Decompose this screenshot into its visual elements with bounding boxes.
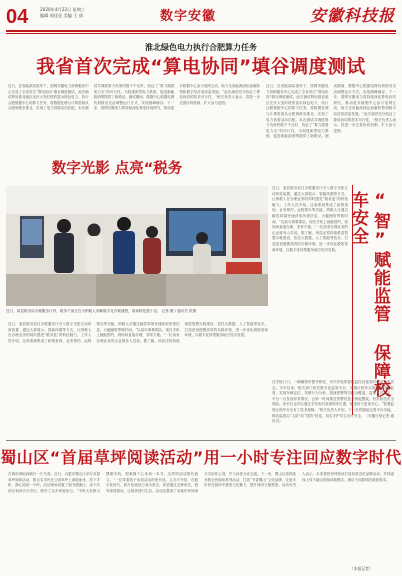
- date-block: [40, 7, 85, 19]
- photo-illustration: [6, 186, 268, 306]
- story1-body: 近日，在省能源局指导下，国网安徽电力营销服务中心完成了全省首次“算电协同”填谷调度测试。此次测试利用淮北地区光伏大发时段的富余绿色电力，执行合肥数据中心的算力任务，将数据处理与计算资源从合肥调度至淮北，实现了电力供需双向匹配。本次测试共调度算力负荷约数千千瓦时，验证了“算力跟着电力走”的可行性，为构建新型电力系统、促进新能源消纳提供了新路径。测试期间，数据中心根据电网负荷情况灵活调整运行方式，实现削峰填谷。下一步，国网安徽电力将持续深化算电协同研究，推动更多数据中心参与电网互动，助力全省能源绿色低碳转型和数字经济高质量发展。“此次测试充分验证了算电协同的技术可行性，”相关负责人表示，将进一步完善协同机制，扩大参与范围。: [8, 84, 260, 111]
- feature-title: 数字光影 点亮“税务: [51, 161, 183, 177]
- header-rule: [6, 30, 396, 32]
- feature-body: 近日，某县税务局在办税服务厅引入数字光影互动体验装置，通过大屏展示、智能终端等方式，让纳税人在办理业务的同时感受“税务蓝”的科技魅力。工作人员介绍，这套系统集成了政策查询、业务预约、远程帮办等功能，纳税人可通过触控屏幕快速获取所需信息，大幅缩短等候时间。“以前办事要排队，现在手机上就能预约，到现场直接办理，非常方便。”一位前来办理业务的企业财务人员说。据了解，该局还将持续推进智慧办税建设，依托大数据、人工智能等技术，打造更加便捷高效的办税环境，进一步优化税收营商环境，以数字化转型服务地方经济发展。: [8, 322, 268, 343]
- masthead-logo: 安徽科技报: [310, 6, 396, 25]
- story2-reporter: （本报记者）: [350, 566, 373, 571]
- story1-body-right: 近日，在省能源局指导下，国网安徽电力营销服务中心完成了全省首次“算电协同”填谷调度测试。此次测试利用淮北地区光伏大发时段的富余绿色电力，执行合肥数据中心的算力任务，将数据处理与计算资源从合肥调度至淮北，实现了电力供需双向匹配。本次测试共调度算力负荷约数千千瓦时，验证了“算力跟着电力走”的可行性，为构建新型电力系统、促进新能源消纳提供了新路径。测试期间，数据中心根据电网负荷情况灵活调整运行方式，实现削峰填谷。下一步，国网安徽电力将持续深化算电协同研究，推动更多数据中心参与电网互动，助力全省能源绿色低碳转型和数字经济高质量发展。“此次测试充分验证了算电协同的技术可行性，”相关负责人表示，将进一步完善协同机制，扩大参与范围。: [266, 84, 396, 139]
- header-rule-thin: [6, 33, 396, 34]
- sidebar-title: “智”赋能监管 保障校车安全: [348, 191, 390, 398]
- feature-photo: [6, 186, 268, 306]
- story1-headline: 我省首次完成“算电协同”填谷调度测试: [36, 57, 366, 78]
- page-number: 04: [6, 6, 29, 28]
- story1-subhead: 淮北绿色电力执行合肥算力任务: [145, 43, 257, 52]
- feature-body-right: 近日，某县税务局在办税服务厅引入数字光影互动体验装置，通过大屏展示、智能终端等方式，让纳税人在办理业务的同时感受“税务蓝”的科技魅力。工作人员介绍，这套系统集成了政策查询、业务预约、远程帮办等功能，纳税人可通过触控屏幕快速获取所需信息，大幅缩短等候时间。“以前办事要排队，现在手机上就能预约，到现场直接办理，非常方便。”一位前来办理业务的企业财务人员说。据了解，该局还将持续推进智慧办税建设，依托大数据、人工智能等技术，打造更加便捷高效的办税环境，进一步优化税收营商环境，以数字化转型服务地方经济发展。: [272, 186, 348, 252]
- section-divider: [6, 440, 396, 441]
- section-title: 数字安徽: [160, 9, 217, 24]
- feature-caption: 近日，某县税务局办税服务厅内，税务干部正在为纳税人讲解数字化办税流程，现场科技感十足。 记者 摄 / 通讯员 供图: [6, 309, 197, 313]
- editor-line: 编辑 周佳佳 美编 王 倩: [40, 13, 84, 18]
- date-line: 2020年4月22日 星期三: [40, 7, 86, 12]
- sidebar-body: 在学校门口，一辆辆校车整齐停放，车内安装的智能监控设备实时记录行车状态。今年以来，相关部门依托数字化监管平台，对辖区校车实施全程动态监管，实现车辆定位、驾驶行为分析、超速预警等功能全覆盖。监管人员表示，平台一旦发现异常情况，会第一时间推送预警信息并督促整改，有效防范安全风险。家长们也可以通过手机实时查看校车位置，接送孩子更加安心。“智慧监管让校车安全有了技术保障。”相关负责人介绍，下一步将继续完善平台功能，推动监管由“人防”向“技防”转变，切实守护学生出行安全。（安徽日报记者 通讯员）: [272, 380, 394, 424]
- story2-body: 在城市绿地间铺开一片书香。近日，合肥市蜀山区举办首届草坪阅读活动，数百名市民在公园草坪上席地而坐，放下手机，静心阅读一小时。活动现场设置了图书漂流区、亲子共读区和读书分享区，吸引了众多家庭参与。“平时大家都习惯刷手机，很难静下心来读一本书，这样的活动很有意义。”一位带着孩子参加活动的家长说。主办方介绍，在数字化时代，碎片化阅读已成为常态，希望通过这种形式，倡导深度阅读，让阅读回归生活。活动还邀请了本地作家现场分享创作心得，并与读者互动交流。下一步，蜀山区将持续开展全民阅读系列活动，打造“书香蜀山”文化品牌，让更多市民在阅读中感受文化魅力，提升城市文明程度。活动负责人表示，未来将把草坪阅读打造成常态化品牌活动，并探索线上线下融合的阅读新模式，满足不同群体的阅读需求。: [8, 472, 394, 493]
- story2-headline: 蜀山区“首届草坪阅读活动”用一小时专注回应数字时代: [0, 448, 402, 467]
